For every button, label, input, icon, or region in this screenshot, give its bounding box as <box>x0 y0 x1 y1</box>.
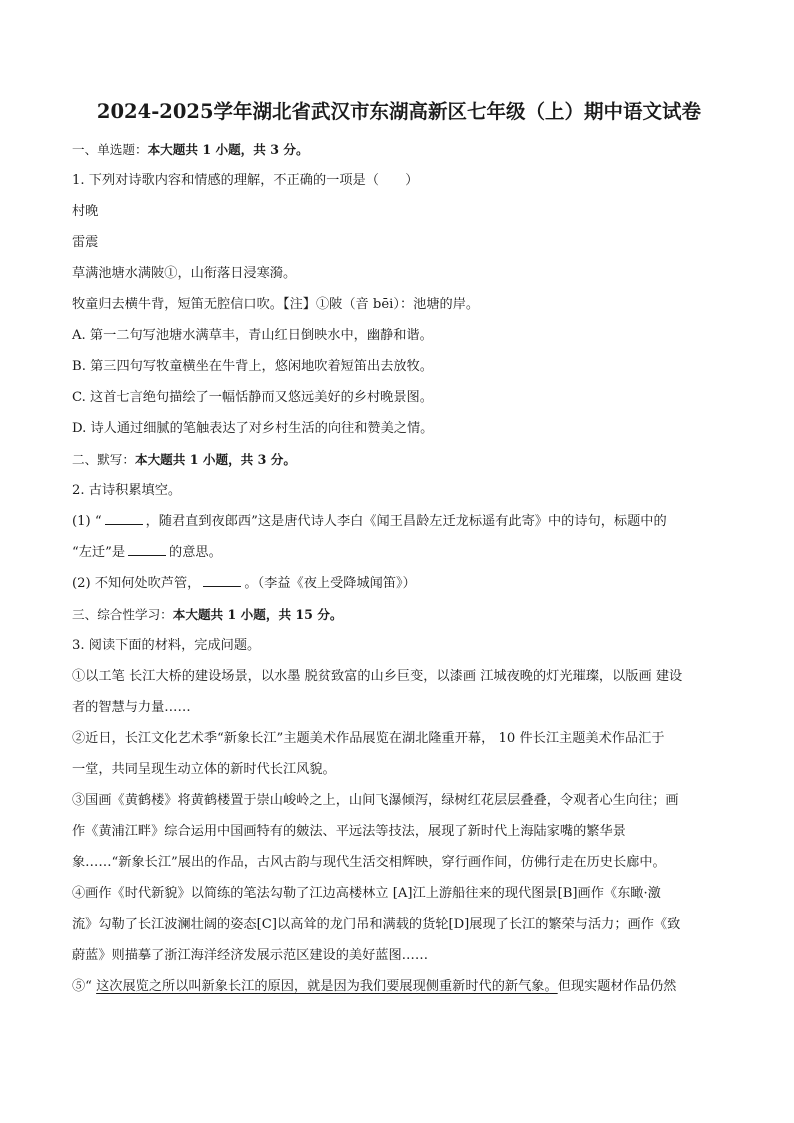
material-4-line-3: 蔚蓝》则描摹了浙江海洋经济发展示范区建设的美好蓝图…… <box>72 948 429 963</box>
section-heading-3 <box>72 599 724 630</box>
section-heading-prefix: 二、默写： <box>72 452 135 467</box>
option-c: C. 这首七言绝句描绘了一幅恬静而又悠远美好的乡村晚景图。 <box>72 390 433 405</box>
question-2-part-2 <box>72 568 724 599</box>
answer-blank[interactable] <box>105 512 143 525</box>
text-segment: ⑤“ <box>72 979 97 994</box>
section-heading-2 <box>72 444 724 475</box>
text-segment: “左迁”是 <box>72 545 126 560</box>
text-segment: (2) 不知何处吹芦管， <box>72 576 201 591</box>
material-3-line-1: ③国画《黄鹤楼》将黄鹤楼置于崇山峻岭之上，山间飞瀑倾泻，绿树红花层层叠叠，令观者心生向往；画 <box>72 793 679 808</box>
material-3-line-3: 象……“新象长江”展出的作品，古风古韵与现代生活交相辉映，穿行画作间，仿佛行走在历史长廊中。 <box>72 855 666 870</box>
exam-page <box>72 96 724 1002</box>
material-2-line-2: 一堂，共同呈现生动立体的新时代长江风貌。 <box>72 762 336 777</box>
question-2-part-1-cont <box>72 537 724 568</box>
text-segment: ，随君直到夜郎西”这是唐代诗人李白《闻王昌龄左迁龙标遥有此寄》中的诗句，标题中的 <box>145 514 667 529</box>
poem-title: 村晚 <box>72 204 99 219</box>
answer-blank[interactable] <box>128 543 166 556</box>
section-heading-detail: 本大题共 1 小题，共 3 分。 <box>134 452 296 467</box>
material-4-line-1: ④画作《时代新貌》以简练的笔法勾勒了江边高楼林立 [A]江上游船往来的现代图景[B]画作《东瞰·激 <box>72 886 661 901</box>
material-2-line-1: ②近日，长江文化艺术季“新象长江”主题美术作品展览在湖北隆重开幕， 10 件长江主题美术作品汇于 <box>72 731 665 746</box>
answer-blank[interactable] <box>203 574 241 587</box>
text-segment: 但现实题材作品仍然 <box>557 979 677 994</box>
section-heading-prefix: 三、综合性学习： <box>72 607 173 622</box>
underlined-sentence: 这次展览之所以叫新象长江的原因，就是因为我们要展现侧重新时代的新气象。 <box>96 979 558 994</box>
question-1-stem: 1. 下列对诗歌内容和情感的理解，不正确的一项是（ ） <box>72 173 419 188</box>
question-3-stem: 3. 阅读下面的材料，完成问题。 <box>72 638 261 653</box>
section-heading-prefix: 一、单选题： <box>72 142 148 157</box>
option-a: A. 第一二句写池塘水满草丰，青山红日倒映水中，幽静和谐。 <box>72 328 433 343</box>
material-1-line-1: ①以工笔 长江大桥的建设场景，以水墨 脱贫致富的山乡巨变，以漆画 江城夜晚的灯光璀璨，以版画 建设 <box>72 669 683 684</box>
question-2-stem: 2. 古诗积累填空。 <box>72 483 182 498</box>
text-segment: 。（李益《夜上受降城闻笛》） <box>244 576 416 591</box>
option-b: B. 第三四句写牧童横坐在牛背上，悠闲地吹着短笛出去放牧。 <box>72 359 433 374</box>
option-d: D. 诗人通过细腻的笔触表达了对乡村生活的向往和赞美之情。 <box>72 421 434 436</box>
material-1-line-2: 者的智慧与力量…… <box>72 700 191 715</box>
poem-author: 雷震 <box>72 235 99 250</box>
section-heading-detail: 本大题共 1 小题，共 3 分。 <box>147 142 309 157</box>
page-title: 2024-2025学年湖北省武汉市东湖高新区七年级（上）期中语文试卷 <box>96 100 702 123</box>
question-2-part-1 <box>72 506 724 537</box>
material-4-line-2: 流》勾勒了长江波澜壮阔的姿态[C]以高耸的龙门吊和满载的货轮[D]展现了长江的繁荣与活力；画作《致 <box>72 917 681 932</box>
poem-line-2: 牧童归去横牛背，短笛无腔信口吹。【注】①陂（音 bēi）：池塘的岸。 <box>72 297 480 312</box>
section-heading-detail: 本大题共 1 小题，共 15 分。 <box>172 607 343 622</box>
material-3-line-2: 作《黄浦江畔》综合运用中国画特有的皴法、平远法等技法，展现了新时代上海陆家嘴的繁华景 <box>72 824 626 839</box>
section-heading-1 <box>72 134 724 165</box>
poem-line-1: 草满池塘水满陂①，山衔落日浸寒漪。 <box>72 266 297 281</box>
text-segment: (1) “ <box>72 514 102 529</box>
text-segment: 的意思。 <box>169 545 222 560</box>
material-5-line-1 <box>72 971 724 1002</box>
